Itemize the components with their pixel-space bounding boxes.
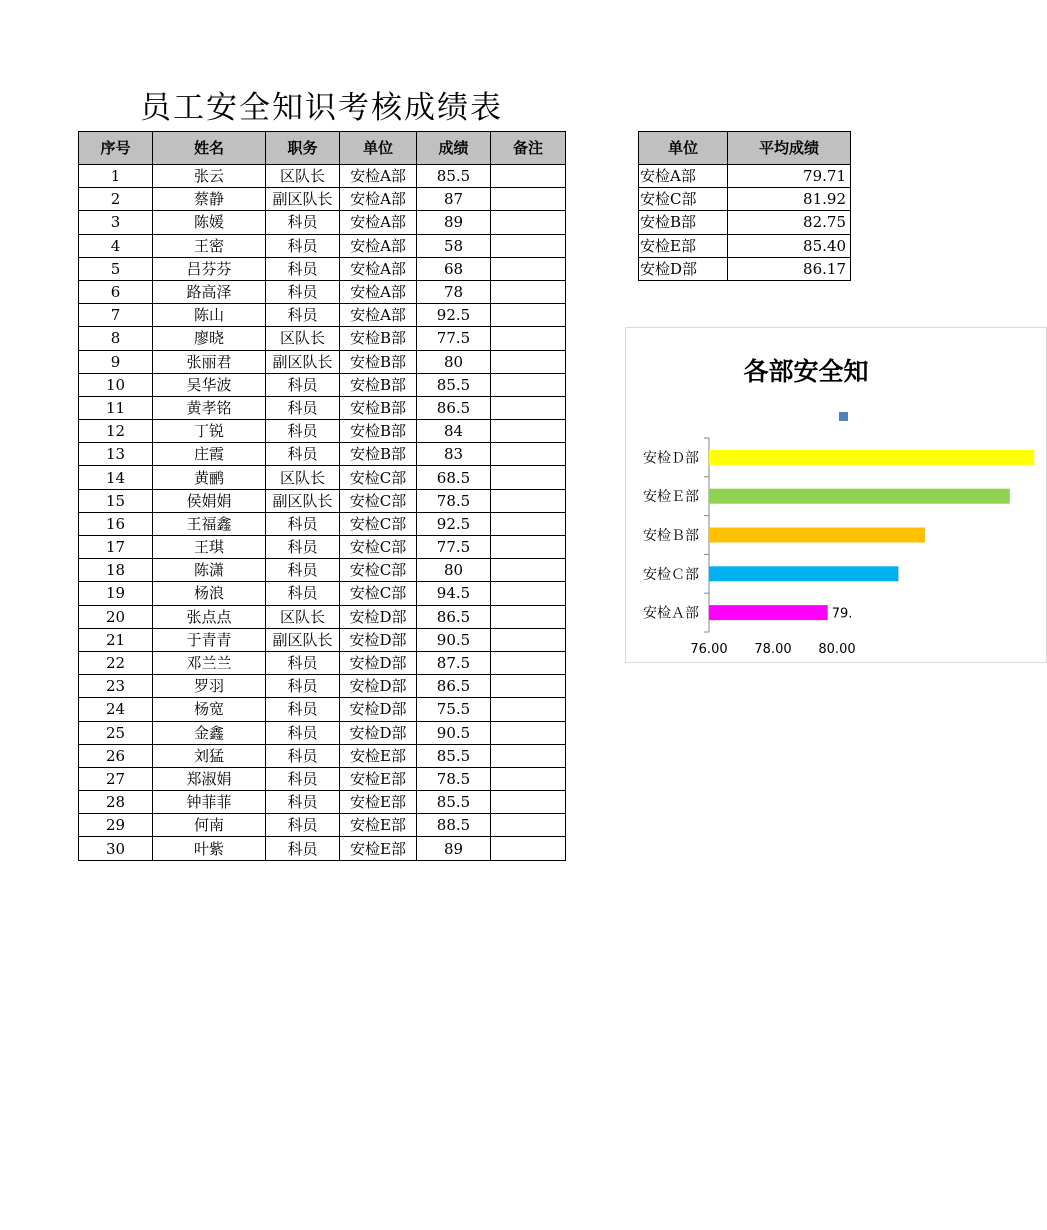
cell-unit[interactable]: 安检B部 [340, 373, 417, 396]
cell-position[interactable]: 区队长 [266, 327, 340, 350]
cell-unit[interactable]: 安检E部 [340, 767, 417, 790]
cell-remark[interactable] [491, 489, 566, 512]
cell-position[interactable]: 副区队长 [266, 350, 340, 373]
cell-name[interactable]: 庄霞 [153, 443, 266, 466]
cell-score[interactable]: 84 [417, 420, 491, 443]
cell-remark[interactable] [491, 396, 566, 419]
chart-bar [709, 605, 828, 620]
chart-frame[interactable] [625, 327, 1047, 663]
cell-remark[interactable] [491, 280, 566, 303]
cell-index[interactable]: 2 [79, 188, 153, 211]
cell-index[interactable]: 13 [79, 443, 153, 466]
cell-position[interactable]: 科员 [266, 675, 340, 698]
cell-score[interactable]: 77.5 [417, 327, 491, 350]
cell-index[interactable]: 28 [79, 791, 153, 814]
cell-position[interactable]: 副区队长 [266, 188, 340, 211]
table-row [79, 396, 566, 419]
cell-index[interactable]: 30 [79, 837, 153, 860]
cell-position[interactable]: 科员 [266, 698, 340, 721]
summary-unit-cell[interactable]: 安检B部 [639, 211, 728, 234]
cell-name[interactable]: 刘猛 [153, 744, 266, 767]
table-row [79, 582, 566, 605]
cell-name[interactable]: 黄鹂 [153, 466, 266, 489]
cell-index[interactable]: 1 [79, 165, 153, 188]
table-row [79, 350, 566, 373]
cell-index[interactable]: 26 [79, 744, 153, 767]
average-score-table [638, 131, 851, 281]
cell-unit[interactable]: 安检D部 [340, 698, 417, 721]
cell-index[interactable]: 25 [79, 721, 153, 744]
cell-remark[interactable] [491, 512, 566, 535]
cell-name[interactable]: 张点点 [153, 605, 266, 628]
summary-row [639, 188, 851, 211]
chart-bar [709, 450, 1034, 465]
cell-unit[interactable]: 安检C部 [340, 466, 417, 489]
cell-score[interactable]: 80 [417, 559, 491, 582]
cell-remark[interactable] [491, 257, 566, 280]
cell-name[interactable]: 吴华波 [153, 373, 266, 396]
cell-index[interactable]: 3 [79, 211, 153, 234]
cell-position[interactable]: 副区队长 [266, 489, 340, 512]
sheet-title: 员工安全知识考核成绩表 [140, 90, 503, 126]
cell-score[interactable]: 89 [417, 837, 491, 860]
cell-score[interactable]: 92.5 [417, 304, 491, 327]
cell-index[interactable]: 12 [79, 420, 153, 443]
cell-score[interactable]: 75.5 [417, 698, 491, 721]
cell-remark[interactable] [491, 791, 566, 814]
cell-unit[interactable]: 安检C部 [340, 489, 417, 512]
cell-position[interactable]: 科员 [266, 512, 340, 535]
category-label: 安检Ｄ部 [643, 450, 699, 467]
cell-index[interactable]: 27 [79, 767, 153, 790]
cell-position[interactable]: 区队长 [266, 466, 340, 489]
cell-score[interactable]: 89 [417, 211, 491, 234]
cell-name[interactable]: 吕芬芬 [153, 257, 266, 280]
cell-position[interactable]: 科员 [266, 234, 340, 257]
cell-remark[interactable] [491, 350, 566, 373]
cell-score[interactable]: 85.5 [417, 744, 491, 767]
cell-score[interactable]: 86.5 [417, 396, 491, 419]
table-row [79, 257, 566, 280]
cell-position[interactable]: 科员 [266, 767, 340, 790]
cell-index[interactable]: 18 [79, 559, 153, 582]
table-row [79, 675, 566, 698]
summary-unit-cell[interactable]: 安检A部 [639, 165, 728, 188]
cell-position[interactable]: 科员 [266, 420, 340, 443]
category-label: 安检Ｃ部 [643, 566, 699, 583]
cell-name[interactable]: 侯娟娟 [153, 489, 266, 512]
table-row [79, 234, 566, 257]
table-row [79, 651, 566, 674]
table-row [79, 628, 566, 651]
cell-position[interactable]: 科员 [266, 396, 340, 419]
cell-remark[interactable] [491, 165, 566, 188]
cell-score[interactable]: 85.5 [417, 373, 491, 396]
table-row [79, 304, 566, 327]
chart-bar [709, 566, 898, 581]
cell-index[interactable]: 7 [79, 304, 153, 327]
cell-unit[interactable]: 安检B部 [340, 327, 417, 350]
table-row [79, 188, 566, 211]
cell-score[interactable]: 68.5 [417, 466, 491, 489]
summary-header-row [639, 132, 851, 165]
cell-unit[interactable]: 安检A部 [340, 304, 417, 327]
table-row [79, 489, 566, 512]
cell-unit[interactable]: 安检D部 [340, 651, 417, 674]
summary-header-average[interactable]: 平均成绩 [728, 132, 851, 165]
chart-bar [709, 528, 925, 543]
header-remark[interactable]: 备注 [491, 132, 566, 165]
table-row [79, 420, 566, 443]
cell-name[interactable]: 陈潇 [153, 559, 266, 582]
cell-unit[interactable]: 安检A部 [340, 280, 417, 303]
table-row [79, 327, 566, 350]
cell-unit[interactable]: 安检C部 [340, 559, 417, 582]
cell-score[interactable]: 87.5 [417, 651, 491, 674]
cell-unit[interactable]: 安检B部 [340, 443, 417, 466]
summary-unit-cell[interactable]: 安检E部 [639, 234, 728, 257]
cell-position[interactable]: 科员 [266, 257, 340, 280]
legend-marker [839, 412, 848, 421]
table-row [79, 373, 566, 396]
cell-position[interactable]: 科员 [266, 536, 340, 559]
x-tick-label: 78.00 [754, 642, 792, 657]
category-label: 安检Ｅ部 [643, 489, 699, 506]
cell-remark[interactable] [491, 443, 566, 466]
cell-position[interactable]: 科员 [266, 559, 340, 582]
cell-index[interactable]: 17 [79, 536, 153, 559]
table-row [79, 466, 566, 489]
summary-header-unit[interactable]: 单位 [639, 132, 728, 165]
x-tick-label: 80.00 [818, 642, 856, 657]
chart-area[interactable] [625, 327, 869, 663]
cell-name[interactable]: 王琪 [153, 536, 266, 559]
cell-remark[interactable] [491, 582, 566, 605]
cell-remark[interactable] [491, 536, 566, 559]
category-label: 安检Ａ部 [643, 605, 699, 622]
cell-score[interactable]: 83 [417, 443, 491, 466]
cell-remark[interactable] [491, 304, 566, 327]
cell-index[interactable]: 16 [79, 512, 153, 535]
cell-score[interactable]: 77.5 [417, 536, 491, 559]
cell-name[interactable]: 王福鑫 [153, 512, 266, 535]
cell-index[interactable]: 22 [79, 651, 153, 674]
summary-row [639, 257, 851, 280]
data-label: 79. [831, 606, 853, 622]
cell-unit[interactable]: 安检A部 [340, 234, 417, 257]
cell-name[interactable]: 王密 [153, 234, 266, 257]
cell-unit[interactable]: 安检B部 [340, 350, 417, 373]
cell-name[interactable]: 钟菲菲 [153, 791, 266, 814]
cell-remark[interactable] [491, 234, 566, 257]
summary-row [639, 211, 851, 234]
cell-score[interactable]: 85.5 [417, 791, 491, 814]
cell-name[interactable]: 丁锐 [153, 420, 266, 443]
cell-position[interactable]: 科员 [266, 651, 340, 674]
cell-position[interactable]: 科员 [266, 837, 340, 860]
cell-score[interactable]: 58 [417, 234, 491, 257]
cell-remark[interactable] [491, 420, 566, 443]
table-row [79, 791, 566, 814]
cell-score[interactable]: 90.5 [417, 628, 491, 651]
cell-score[interactable]: 90.5 [417, 721, 491, 744]
cell-name[interactable]: 黄孝铭 [153, 396, 266, 419]
summary-average-cell[interactable]: 86.17 [728, 257, 851, 280]
cell-name[interactable]: 张丽君 [153, 350, 266, 373]
summary-unit-cell[interactable]: 安检D部 [639, 257, 728, 280]
x-tick-label: 76.00 [690, 642, 728, 657]
table-row [79, 605, 566, 628]
cell-index[interactable]: 23 [79, 675, 153, 698]
summary-average-cell[interactable]: 85.40 [728, 234, 851, 257]
cell-position[interactable]: 科员 [266, 791, 340, 814]
cell-score[interactable]: 68 [417, 257, 491, 280]
cell-index[interactable]: 24 [79, 698, 153, 721]
cell-remark[interactable] [491, 837, 566, 860]
cell-name[interactable]: 陈媛 [153, 211, 266, 234]
table-row [79, 721, 566, 744]
cell-unit[interactable]: 安检B部 [340, 420, 417, 443]
cell-remark[interactable] [491, 698, 566, 721]
cell-remark[interactable] [491, 559, 566, 582]
summary-average-cell[interactable]: 79.71 [728, 165, 851, 188]
cell-remark[interactable] [491, 767, 566, 790]
header-score[interactable]: 成绩 [417, 132, 491, 165]
cell-name[interactable]: 邓兰兰 [153, 651, 266, 674]
cell-score[interactable]: 86.5 [417, 605, 491, 628]
cell-name[interactable]: 叶紫 [153, 837, 266, 860]
cell-index[interactable]: 29 [79, 814, 153, 837]
cell-remark[interactable] [491, 605, 566, 628]
table-row [79, 280, 566, 303]
cell-index[interactable]: 5 [79, 257, 153, 280]
cell-score[interactable]: 92.5 [417, 512, 491, 535]
category-label: 安检Ｂ部 [643, 528, 699, 544]
cell-name[interactable]: 于青青 [153, 628, 266, 651]
cell-name[interactable]: 杨浪 [153, 582, 266, 605]
cell-remark[interactable] [491, 373, 566, 396]
cell-name[interactable]: 杨宽 [153, 698, 266, 721]
cell-unit[interactable]: 安检E部 [340, 814, 417, 837]
cell-unit[interactable]: 安检B部 [340, 396, 417, 419]
cell-remark[interactable] [491, 211, 566, 234]
header-unit[interactable]: 单位 [340, 132, 417, 165]
cell-position[interactable]: 科员 [266, 582, 340, 605]
table-row [79, 211, 566, 234]
cell-position[interactable]: 科员 [266, 744, 340, 767]
header-index[interactable]: 序号 [79, 132, 153, 165]
cell-position[interactable]: 科员 [266, 280, 340, 303]
table-row [79, 443, 566, 466]
cell-remark[interactable] [491, 466, 566, 489]
cell-unit[interactable]: 安检C部 [340, 512, 417, 535]
cell-remark[interactable] [491, 814, 566, 837]
cell-index[interactable]: 15 [79, 489, 153, 512]
cell-position[interactable]: 区队长 [266, 165, 340, 188]
cell-index[interactable]: 10 [79, 373, 153, 396]
table-row [79, 767, 566, 790]
cell-unit[interactable]: 安检A部 [340, 211, 417, 234]
cell-index[interactable]: 14 [79, 466, 153, 489]
table-row [79, 165, 566, 188]
cell-position[interactable]: 科员 [266, 373, 340, 396]
cell-remark[interactable] [491, 721, 566, 744]
cell-remark[interactable] [491, 651, 566, 674]
table-header-row [79, 132, 566, 165]
cell-index[interactable]: 11 [79, 396, 153, 419]
cell-score[interactable]: 78 [417, 280, 491, 303]
cell-name[interactable]: 金鑫 [153, 721, 266, 744]
cell-remark[interactable] [491, 327, 566, 350]
chart-bar [709, 489, 1010, 504]
table-row [79, 837, 566, 860]
cell-score[interactable]: 85.5 [417, 165, 491, 188]
cell-name[interactable]: 何南 [153, 814, 266, 837]
table-row [79, 744, 566, 767]
cell-name[interactable]: 蔡静 [153, 188, 266, 211]
cell-unit[interactable]: 安检C部 [340, 536, 417, 559]
cell-score[interactable]: 87 [417, 188, 491, 211]
cell-name[interactable]: 张云 [153, 165, 266, 188]
cell-remark[interactable] [491, 744, 566, 767]
cell-score[interactable]: 80 [417, 350, 491, 373]
cell-position[interactable]: 科员 [266, 304, 340, 327]
cell-index[interactable]: 21 [79, 628, 153, 651]
cell-unit[interactable]: 安检E部 [340, 837, 417, 860]
cell-score[interactable]: 78.5 [417, 767, 491, 790]
cell-score[interactable]: 88.5 [417, 814, 491, 837]
cell-unit[interactable]: 安检E部 [340, 744, 417, 767]
table-row [79, 536, 566, 559]
cell-unit[interactable]: 安检E部 [340, 791, 417, 814]
cell-unit[interactable]: 安检A部 [340, 165, 417, 188]
summary-unit-cell[interactable]: 安检C部 [639, 188, 728, 211]
cell-unit[interactable]: 安检D部 [340, 628, 417, 651]
cell-name[interactable]: 陈山 [153, 304, 266, 327]
summary-row [639, 234, 851, 257]
cell-position[interactable]: 科员 [266, 211, 340, 234]
cell-position[interactable]: 区队长 [266, 605, 340, 628]
summary-average-cell[interactable]: 81.92 [728, 188, 851, 211]
cell-name[interactable]: 路高泽 [153, 280, 266, 303]
cell-remark[interactable] [491, 675, 566, 698]
table-row [79, 512, 566, 535]
cell-unit[interactable]: 安检A部 [340, 188, 417, 211]
cell-remark[interactable] [491, 188, 566, 211]
cell-name[interactable]: 廖晓 [153, 327, 266, 350]
cell-score[interactable]: 94.5 [417, 582, 491, 605]
cell-position[interactable]: 科员 [266, 721, 340, 744]
cell-index[interactable]: 9 [79, 350, 153, 373]
cell-index[interactable]: 20 [79, 605, 153, 628]
chart-title: 各部安全知 [743, 357, 869, 386]
table-row [79, 559, 566, 582]
cell-remark[interactable] [491, 628, 566, 651]
cell-unit[interactable]: 安检D部 [340, 605, 417, 628]
cell-unit[interactable]: 安检D部 [340, 675, 417, 698]
cell-index[interactable]: 4 [79, 234, 153, 257]
cell-name[interactable]: 罗羽 [153, 675, 266, 698]
summary-row [639, 165, 851, 188]
cell-position[interactable]: 科员 [266, 814, 340, 837]
cell-unit[interactable]: 安检D部 [340, 721, 417, 744]
cell-score[interactable]: 86.5 [417, 675, 491, 698]
cell-index[interactable]: 8 [79, 327, 153, 350]
table-row [79, 814, 566, 837]
cell-score[interactable]: 78.5 [417, 489, 491, 512]
summary-average-cell[interactable]: 82.75 [728, 211, 851, 234]
cell-name[interactable]: 郑淑娟 [153, 767, 266, 790]
cell-position[interactable]: 副区队长 [266, 628, 340, 651]
cell-index[interactable]: 6 [79, 280, 153, 303]
cell-unit[interactable]: 安检A部 [340, 257, 417, 280]
table-row [79, 698, 566, 721]
cell-unit[interactable]: 安检C部 [340, 582, 417, 605]
header-name[interactable]: 姓名 [153, 132, 266, 165]
cell-position[interactable]: 科员 [266, 443, 340, 466]
score-table [78, 131, 566, 861]
cell-index[interactable]: 19 [79, 582, 153, 605]
header-position[interactable]: 职务 [266, 132, 340, 165]
